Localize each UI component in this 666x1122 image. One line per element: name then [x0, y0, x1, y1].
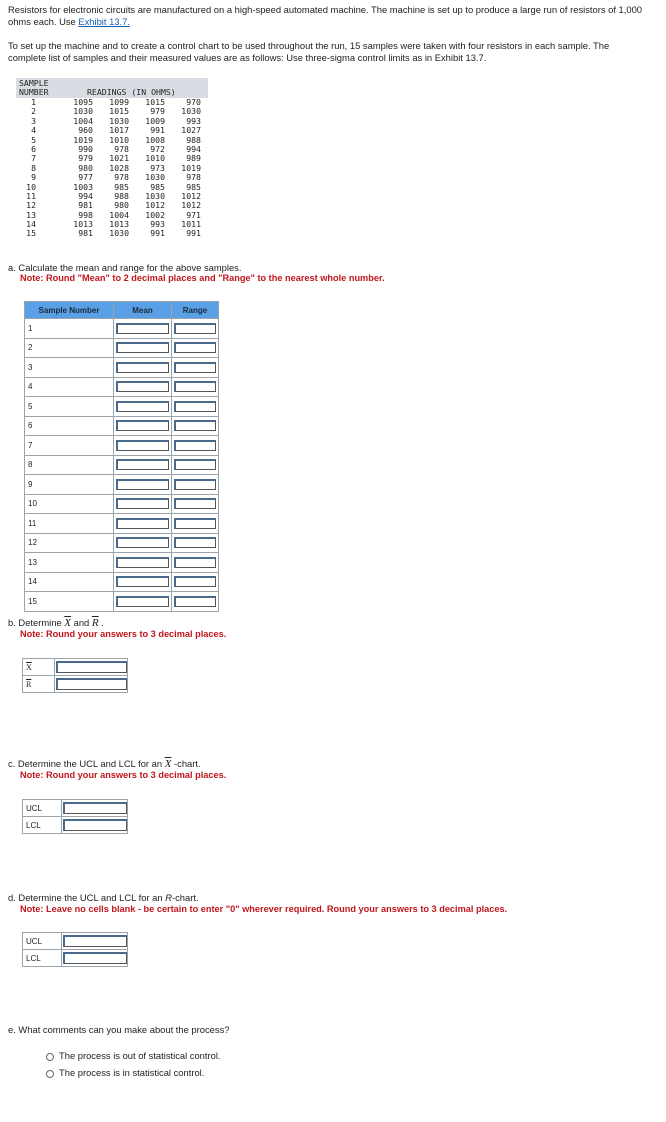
- reading-cell: 980: [78, 162, 93, 173]
- header-sample-line2: NUMBER: [19, 87, 49, 97]
- ucl-label-d: UCL: [23, 933, 62, 950]
- x-bar-symbol-c: $\overline{X}$: [164, 758, 172, 770]
- reading-cell: 998: [78, 209, 93, 220]
- reading-cell: 1013: [109, 219, 129, 230]
- reading-cell: 1019: [73, 134, 93, 145]
- ucl-label-c: UCL: [23, 800, 62, 817]
- range-input[interactable]: [174, 479, 216, 490]
- reading-cell: 1012: [181, 200, 201, 211]
- range-input[interactable]: [174, 323, 216, 334]
- sample-number-label: 4: [25, 377, 114, 397]
- range-input[interactable]: [174, 459, 216, 470]
- intro-text: Resistors for electronic circuits are manufactured on a high-speed automated machine. The machine is set up to produce a large run of resistors of 1,000 ohms each. Use: [8, 4, 643, 27]
- reading-cell: 990: [78, 143, 93, 154]
- reading-cell: 991: [150, 125, 165, 136]
- reading-cell: 988: [114, 190, 129, 201]
- r-bar-label: $\overline{R}$: [23, 676, 55, 693]
- table-row: [25, 553, 219, 573]
- mean-input[interactable]: [116, 596, 169, 607]
- reading-cell: 988: [186, 134, 201, 145]
- mean-input[interactable]: [116, 401, 169, 412]
- range-input[interactable]: [174, 537, 216, 548]
- mean-range-table: [24, 301, 219, 612]
- reading-cell: 1012: [145, 200, 165, 211]
- reading-cell: 1004: [109, 209, 129, 220]
- part-b-note: Note: Round your answers to 3 decimal places.: [20, 629, 227, 639]
- reading-cell: 1015: [145, 97, 165, 107]
- table-row: [25, 358, 219, 378]
- table-row: [25, 455, 219, 475]
- reading-cell: 1013: [73, 219, 93, 230]
- readings-row: [16, 136, 208, 145]
- range-input[interactable]: [174, 576, 216, 587]
- sample-number-cell: 2: [31, 106, 36, 117]
- part-d-suffix: -chart.: [171, 892, 199, 903]
- sample-number-cell: 4: [31, 125, 36, 136]
- sample-number-cell: 1: [31, 97, 36, 107]
- mean-input[interactable]: [116, 342, 169, 353]
- part-c-table: [22, 799, 128, 834]
- mean-input[interactable]: [116, 420, 169, 431]
- reading-cell: 970: [186, 97, 201, 107]
- table-row: [25, 377, 219, 397]
- option-in-control-label: The process is in statistical control.: [59, 1067, 205, 1078]
- mean-input[interactable]: [116, 498, 169, 509]
- part-c-text: c. Determine the UCL and LCL for an: [8, 758, 165, 769]
- range-input[interactable]: [174, 518, 216, 529]
- reading-cell: 993: [150, 219, 165, 230]
- table-row: [25, 533, 219, 553]
- part-b-text: b. Determine: [8, 617, 65, 628]
- sample-number-cell: 13: [26, 209, 36, 220]
- table-row: [25, 319, 219, 339]
- sample-number-cell: 11: [26, 190, 36, 201]
- table-row: [25, 494, 219, 514]
- reading-cell: 1003: [73, 181, 93, 192]
- x-bar-symbol: $\overline{X}$: [64, 617, 72, 629]
- sample-number-cell: 5: [31, 134, 36, 145]
- sample-number-label: 1: [25, 319, 114, 339]
- sample-number-cell: 9: [31, 172, 36, 183]
- part-d-table: [22, 932, 128, 967]
- x-double-bar-label: $\overline{X}$: [23, 659, 55, 676]
- part-c-note: Note: Round your answers to 3 decimal places.: [20, 770, 227, 780]
- mean-input[interactable]: [116, 440, 169, 451]
- reading-cell: 1010: [145, 153, 165, 164]
- readings-row: [16, 164, 208, 173]
- mean-input[interactable]: [116, 576, 169, 587]
- reading-cell: 1030: [73, 106, 93, 117]
- sample-number-cell: 6: [31, 143, 36, 154]
- table-row: [25, 397, 219, 417]
- exhibit-link[interactable]: Exhibit 13.7.: [78, 16, 130, 27]
- lcl-label-d: LCL: [23, 950, 62, 967]
- readings-row: [16, 183, 208, 192]
- sample-number-label: 15: [25, 592, 114, 612]
- range-input[interactable]: [174, 342, 216, 353]
- reading-cell: 989: [186, 153, 201, 164]
- reading-cell: 1030: [109, 115, 129, 126]
- sample-number-cell: 10: [26, 181, 36, 192]
- sample-number-label: 11: [25, 514, 114, 534]
- intro-paragraph-1: [8, 4, 648, 28]
- range-input[interactable]: [174, 596, 216, 607]
- reading-cell: 1011: [181, 219, 201, 230]
- reading-cell: 1030: [145, 190, 165, 201]
- reading-cell: 1019: [181, 162, 201, 173]
- sample-number-cell: 14: [26, 219, 36, 230]
- sample-number-label: 10: [25, 494, 114, 514]
- mean-input[interactable]: [116, 557, 169, 568]
- x-double-bar-input[interactable]: [56, 661, 127, 673]
- ucl-input-c[interactable]: [63, 802, 127, 814]
- reading-cell: 1010: [109, 134, 129, 145]
- sample-number-label: 5: [25, 397, 114, 417]
- reading-cell: 985: [186, 181, 201, 192]
- table-row: [25, 572, 219, 592]
- sample-number-label: 12: [25, 533, 114, 553]
- reading-cell: 973: [150, 162, 165, 173]
- table-row: [25, 514, 219, 534]
- lcl-input-d[interactable]: [63, 952, 127, 964]
- reading-cell: 1012: [181, 190, 201, 201]
- reading-cell: 971: [186, 209, 201, 220]
- reading-cell: 1028: [109, 162, 129, 173]
- reading-cell: 977: [78, 172, 93, 183]
- reading-cell: 991: [186, 228, 201, 239]
- radio-out-of-control[interactable]: [46, 1053, 54, 1061]
- range-input[interactable]: [174, 381, 216, 392]
- r-bar-symbol: $\overline{R}$: [91, 617, 99, 629]
- part-b-question: [8, 617, 104, 629]
- part-a-note: Note: Round "Mean" to 2 decimal places and "Range" to the nearest whole number.: [20, 273, 385, 283]
- reading-cell: 1030: [145, 172, 165, 183]
- part-d-text: d. Determine the UCL and LCL for an: [8, 892, 166, 903]
- table-row: [25, 475, 219, 495]
- reading-cell: 993: [186, 115, 201, 126]
- reading-cell: 985: [114, 181, 129, 192]
- reading-cell: 1095: [73, 97, 93, 107]
- lcl-label-c: LCL: [23, 817, 62, 834]
- part-c-suffix: -chart.: [171, 758, 201, 769]
- table-row: [25, 592, 219, 612]
- reading-cell: 1008: [145, 134, 165, 145]
- sample-number-label: 13: [25, 553, 114, 573]
- sample-number-label: 9: [25, 475, 114, 495]
- option-in-control[interactable]: [46, 1067, 204, 1078]
- mean-input[interactable]: [116, 459, 169, 470]
- table-row: [25, 338, 219, 358]
- mean-input[interactable]: [116, 518, 169, 529]
- sample-number-label: 7: [25, 436, 114, 456]
- reading-cell: 972: [150, 143, 165, 154]
- col-header-sample-number: Sample Number: [25, 302, 114, 319]
- sample-number-cell: 7: [31, 153, 36, 164]
- reading-cell: 1030: [109, 228, 129, 239]
- reading-cell: 981: [78, 200, 93, 211]
- reading-cell: 960: [78, 125, 93, 136]
- readings-row: [16, 229, 208, 238]
- lcl-input-c[interactable]: [63, 819, 127, 831]
- option-out-of-control[interactable]: [46, 1050, 221, 1061]
- sample-number-label: 14: [25, 572, 114, 592]
- reading-cell: 978: [114, 172, 129, 183]
- mean-input[interactable]: [116, 323, 169, 334]
- part-b-and: and: [71, 617, 92, 628]
- header-readings: READINGS (IN OHMS): [87, 87, 176, 97]
- reading-cell: 978: [114, 143, 129, 154]
- reading-cell: 979: [150, 106, 165, 117]
- part-b-table: [22, 658, 128, 693]
- range-input[interactable]: [174, 440, 216, 451]
- readings-row: [16, 192, 208, 201]
- reading-cell: 1002: [145, 209, 165, 220]
- part-e-question: e. What comments can you make about the process?: [8, 1024, 230, 1035]
- mean-input[interactable]: [116, 362, 169, 373]
- readings-table-header: [16, 78, 208, 98]
- range-input[interactable]: [174, 362, 216, 373]
- mean-input[interactable]: [116, 381, 169, 392]
- reading-cell: 1030: [181, 106, 201, 117]
- reading-cell: 1015: [109, 106, 129, 117]
- col-header-mean: Mean: [114, 302, 172, 319]
- reading-cell: 979: [78, 153, 93, 164]
- sample-number-cell: 12: [26, 200, 36, 211]
- readings-table: [16, 78, 208, 239]
- range-input[interactable]: [174, 420, 216, 431]
- table-row: [25, 416, 219, 436]
- part-b-suffix: .: [98, 617, 104, 628]
- part-d-note: Note: Leave no cells blank - be certain to enter "0" wherever required. Round your answers to 3 decimal places.: [20, 904, 508, 914]
- reading-cell: 994: [78, 190, 93, 201]
- range-input[interactable]: [174, 401, 216, 412]
- reading-cell: 1021: [109, 153, 129, 164]
- reading-cell: 1009: [145, 115, 165, 126]
- readings-row: [16, 173, 208, 182]
- reading-cell: 1027: [181, 125, 201, 136]
- sample-number-label: 6: [25, 416, 114, 436]
- sample-number-label: 2: [25, 338, 114, 358]
- range-input[interactable]: [174, 498, 216, 509]
- reading-cell: 981: [78, 228, 93, 239]
- reading-cell: 994: [186, 143, 201, 154]
- sample-number-cell: 8: [31, 162, 36, 173]
- sample-number-label: 3: [25, 358, 114, 378]
- reading-cell: 1017: [109, 125, 129, 136]
- range-input[interactable]: [174, 557, 216, 568]
- part-c-question: [8, 758, 201, 770]
- mean-input[interactable]: [116, 537, 169, 548]
- reading-cell: 985: [150, 181, 165, 192]
- col-header-range: Range: [172, 302, 219, 319]
- intro-paragraph-2: To set up the machine and to create a control chart to be used throughout the run, 15 samples were taken with four resistors in each sample. The complete list of samples and their measured values are as follows: Use three-sigma control limits as in Exhibit 13.7.: [8, 40, 610, 63]
- part-a-question: a. Calculate the mean and range for the above samples.: [8, 262, 242, 273]
- part-d-question: [8, 892, 199, 903]
- radio-in-control[interactable]: [46, 1070, 54, 1078]
- reading-cell: 991: [150, 228, 165, 239]
- sample-number-cell: 15: [26, 228, 36, 239]
- r-bar-input[interactable]: [56, 678, 127, 690]
- r-symbol-d: R: [165, 892, 172, 903]
- mean-input[interactable]: [116, 479, 169, 490]
- header-sample-line1: SAMPLE: [19, 78, 49, 88]
- sample-number-cell: 3: [31, 115, 36, 126]
- reading-cell: 980: [114, 200, 129, 211]
- reading-cell: 1004: [73, 115, 93, 126]
- reading-cell: 1099: [109, 97, 129, 107]
- sample-number-label: 8: [25, 455, 114, 475]
- ucl-input-d[interactable]: [63, 935, 127, 947]
- option-out-of-control-label: The process is out of statistical control.: [59, 1050, 221, 1061]
- reading-cell: 978: [186, 172, 201, 183]
- table-row: [25, 436, 219, 456]
